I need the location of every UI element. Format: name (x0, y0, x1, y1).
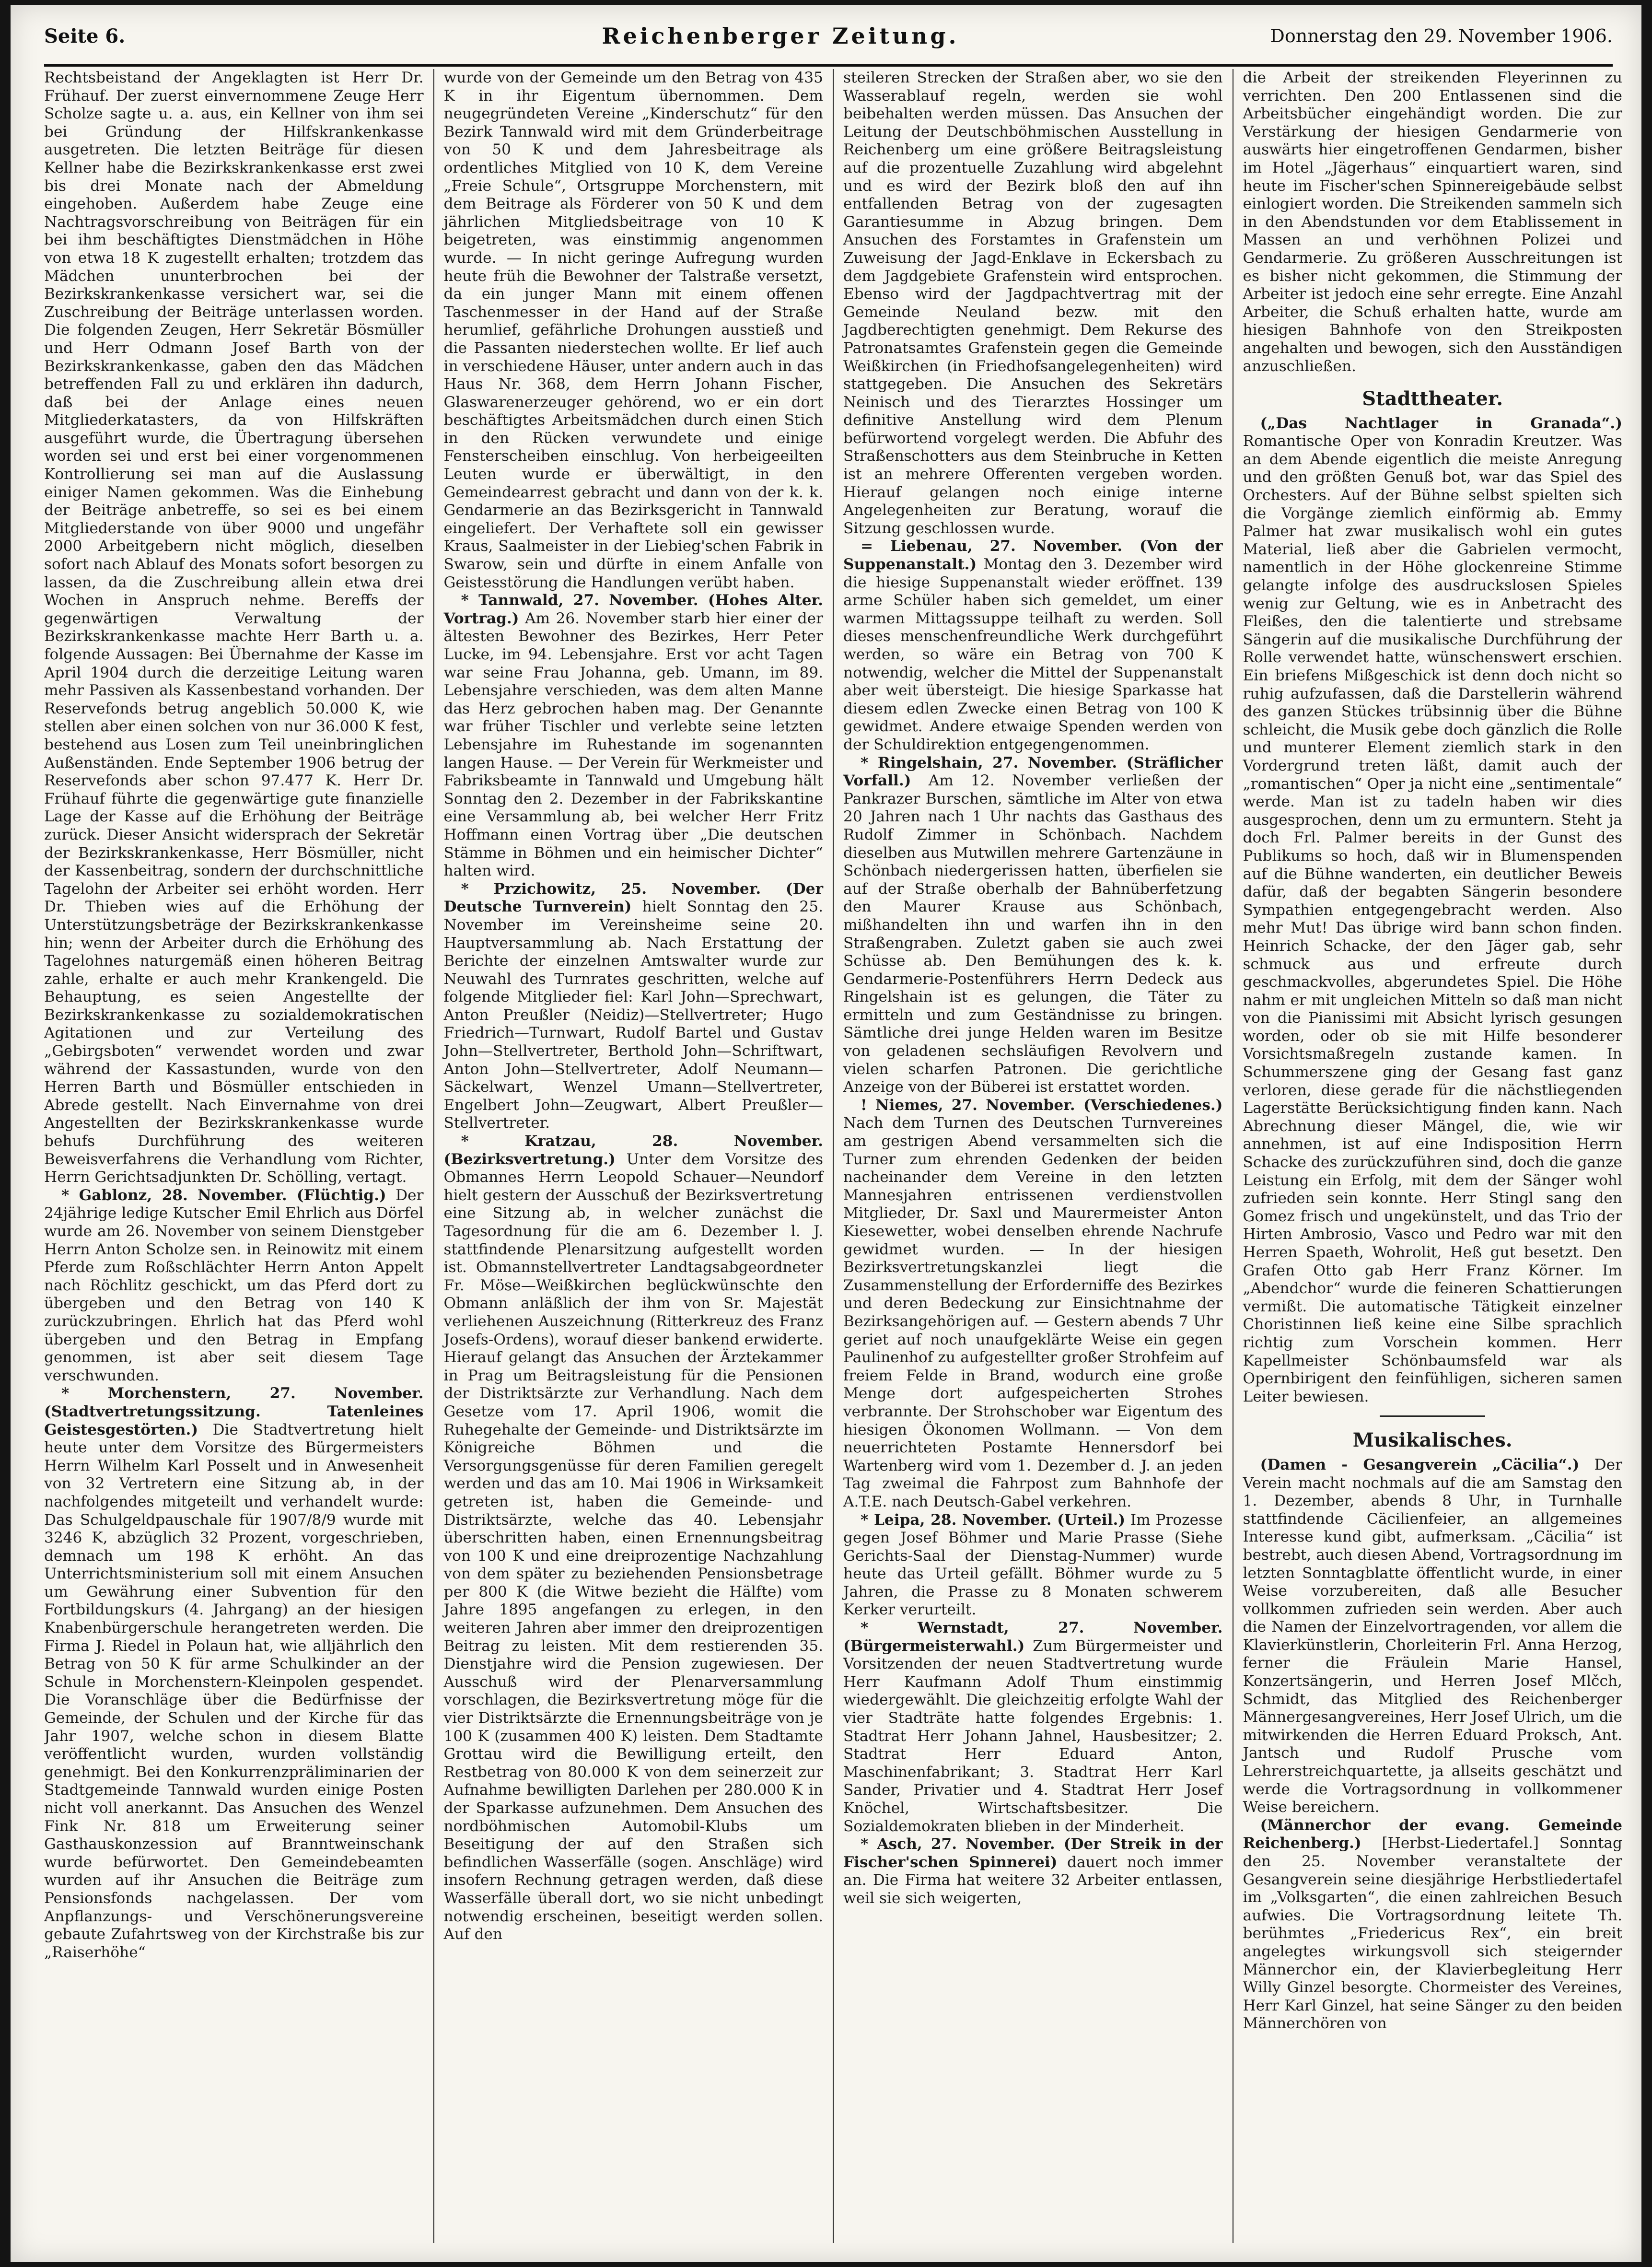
article-text (1243, 1456, 1623, 1817)
article-text (843, 754, 1223, 1097)
article-text: wurde von der Gemeinde um den Betrag von 435 K in ihr Eigentum übernommen. Dem neugegründeten Vereine „Kinderschutz“ für den Bezirk Tannwald wird mit dem Gründerbeitrage von 50 K und dem Jahresbeitrage als ordentliches Mitglied von 10 K, dem Vereine „Freie Schule“, Ortsgruppe Morchenstern, mit dem Beitrage als Förderer von 50 K und dem jährlichen Mitgliedsbeitrage von 10 K beigetreten, was einstimmig angenommen wurde. — In nicht geringe Aufregung wurden heute früh die Bewohner der Talstraße versetzt, da ein junger Mann mit einem offenen Taschenmesser in der Hand auf der Straße herumlief, gefährliche Drohungen ausstieß und die Passanten niederstechen wollte. Er lief auch in verschiedene Häuser, unter andern auch in das Haus Nr. 368, dem Herrn Johann Fischer, Glaswarenerzeuger gehörend, wo er ein dort beschäftigtes Arbeitsmädchen durch einen Stich in den Rücken verwundete und einige Fensterscheiben einschlug. Von herbeigeeilten Leuten wurde er überwältigt, in den Gemeindearrest gebracht und dann von der k. k. Gendarmerie an das Bezirksgericht in Tannwald eingeliefert. Der Verhaftete soll ein gewisser Kraus, Saalmeister in der Liebieg'schen Fabrik in Swarow, sein und dürfte in einem Anfalle von Geistesstörung die Handlungen verübt haben. (443, 69, 823, 591)
article-body: dauert noch immer an. Die Firma hat weitere 32 Arbeiter entlassen, weil sie sich weigerten, (843, 1853, 1223, 1907)
article-heading: * Gablonz, 28. November. (Flüchtig.) (61, 1186, 386, 1204)
article-heading: * Wernstadt, 27. November. (Bürgermeisterwahl.) (843, 1619, 1223, 1655)
article-text (44, 1385, 424, 1962)
article-text (843, 1511, 1223, 1620)
article-text (843, 1619, 1223, 1835)
article-body: Nach dem Turnen des Deutschen Turnvereines am gestrigen Abend versammelten sich die Turner zum ehrenden Gedenken der beiden nacheinander dem Vereine in den letzten Mannesjahren entrissenen verdienstvollen Mitglieder, Dr. Saxl und Maurermeister Anton Kiesewetter, wobei denselben ehrende Nachrufe gewidmet wurden. — In der hiesigen Bezirksvertretungskanzlei liegt die Zusammenstellung der Erforderniffe des Bezirkes und deren Bedeckung zur Einsichtnahme der Bezirksangehörigen auf. — Gestern abends 7 Uhr geriet auf noch unaufgeklärte Weise ein gegen Paulinenhof zu aufgestellter großer Strohfeim auf freiem Felde in Brand, wodurch eine große Menge dort aufgespeicherten Strohes verbrannte. Der Strohschober war Eigentum des hiesigen Ökonomen Wollmann. — Von dem neuerrichteten Postamte Hennersdorf bei Wartenberg wird vom 1. Dezember d. J. an jeden Tag zweimal die Fahrpost zum Bahnhofe der A.T.E. nach Deutsch-Gabel verkehren. (843, 1114, 1223, 1510)
article-body: Romantische Oper von Konradin Kreutzer. Was an dem Abende eigentlich die meiste Anregung und den größten Genuß bot, war das Spiel des Orchesters. Auf der Bühne selbst spielten sich die Vorgänge ziemlich einförmig ab. Emmy Palmer hat zwar musikalisch wohl ein gutes Material, ließ aber die Gabrielen vermocht, namentlich in der Höhe glockenreine Stimme gelangte infolge des ausdruckslosen Spieles wenig zur Geltung, wie es in Anbetracht des Fleißes, den die talentierte und strebsame Sängerin auf die musikalische Durchführung der Rolle verwendet hatte, wünschenswert erschien. Ein briefens Mißgeschick ist denn doch nicht so ruhig aufzufassen, daß die Darstellerin während des ganzen Stückes trübsinnig über die Bühne schleicht, die Musik gebe doch gänzlich die Rolle und munterer Element ziemlich stark in den Vordergrund treten läßt, damit auch der „romantischen“ Oper ja nicht eine „sentimentale“ werde. Man ist zu tadeln haben wir dies ausgesprochen, denn um zu ermuntern. Steht ja doch Frl. Palmer bereits in der Gunst des Publikums so hoch, daß wir in Blumenspenden auf die Bühne wanderten, ein deutlicher Beweis dafür, daß der begabten Sängerin besondere Sympathien entgegengebracht werden. Also mehr Mut! Das übrige wird bann schon finden. Heinrich Schacke, der den Jäger gab, sehr schmuck aus und erfreute durch geschmackvolles, abgerundetes Spiel. Die Höhe nahm er mit ungleichen Mitteln so daß man nicht von die Pianissimi mit Absicht lyrisch gesungen worden, oder ob sie mit Hilfe besonderer Vorsichtsmaßregeln zustande kamen. In Schummerszene ging der Gesang fast ganz verloren, diese gerade für die nächstliegenden Lagerstätte Berücksichtigung finden kann. Nach Abrechnung dieser Mängel, die, wie wir annehmen, ist auf eine Indisposition Herrn Schacke des zurückzuführen sind, doch die ganze Leistung ein Erfolg, mit dem der Sänger wohl zufrieden sein konnte. Herr Stingl sang den Gomez frisch und ungekünstelt, und das Trio der Hirten Ambrosio, Vasco und Pedro war mit den Herren Spaeth, Wohrolit, Heß gut besetzt. Den Grafen Otto gab Herr Franz Körner. Im „Abendchor“ wurde die feineren Schattierungen vermißt. Die automatische Tätigkeit einzelner Choristinnen ließ keine eine Silbe sprachlich richtig zum Vorschein kommen. Herr Kapellmeister Schönbaumsfeld war als Opernbirigent den feinfühligen, sicheren samen Leiter bewiesen. (1243, 432, 1622, 1405)
section-divider (1380, 1415, 1485, 1417)
page-number: Seite 6. (44, 24, 126, 47)
newspaper-title: Reichenberger Zeitung. (602, 23, 959, 49)
article-heading: * Ringelshain, 27. November. (Sträflicher Vorfall.) (843, 754, 1223, 790)
article-heading: = Liebenau, 27. November. (Von der Suppenanstalt.) (843, 538, 1223, 573)
article-body: Die Stadtvertretung hielt heute unter dem Vorsitze des Bürgermeisters Herrn Wilhelm Karl Posselt und in Anwesenheit von 32 Vertretern eine Sitzung ab, in der nachfolgendes mitgeteilt und verhandelt wurde: Das Schulgeldpauschale für 1907/8/9 wurde mit 3246 K, abzüglich 32 Prozent, vorgeschrieben, demnach um 198 K erhöht. An das Unterrichtsministerium soll mit einem Ansuchen um Gewährung einer Subvention für den Fortbildungskurs (4. Jahrgang) an der hiesigen Knabenbürgerschule herangetreten werden. Die Firma J. Riedel in Polaun hat, wie alljährlich den Betrag von 50 K für arme Schulkinder an der Schule in Morchenstern-Kleinpolen gespendet. Die Voranschläge über die Bedürfnisse der Gemeinde, der Schulen und der Kirche für das Jahr 1907, welche schon in diesem Blatte veröffentlicht wurden, wurden vollständig genehmigt. Bei den Konkurrenzpräliminarien der Stadtgemeinde Tannwald wurden einige Posten nicht voll anerkannt. Das Ansuchen des Wenzel Fink Nr. 818 um Erweiterung seiner Gasthauskonzession auf Branntweinschank wurde befürwortet. Den Gemeindebeamten wurden auf ihr Ansuchen die Beiträge zum Pensionsfonds nachgelassen. Der vom Anpflanzungs- und Verschönerungsvereine gebaute Zufahrtsweg von der Kirchstraße bis zur „Raiserhöhe“ (44, 1421, 424, 1961)
column-4 (1233, 69, 1623, 2243)
column-2 (433, 69, 833, 2243)
article-heading: * Leipa, 28. November. (Urteil.) (861, 1511, 1126, 1529)
section-heading-theater: Stadttheater. (1362, 387, 1503, 410)
article-text: steileren Strecken der Straßen aber, wo sie den Wasserablauf regeln, werden sie wohl beibehalten werden müssen. Das Ansuchen der Leitung der Deutschböhmischen Ausstellung in Reichenberg um eine größere Beitragsleistung auf die prozentuelle Zuzahlung wird abgelehnt und es wird der Bezirk bloß den auf ihn entfallenden Betrag von der zugesagten Garantiesumme in Abzug bringen. Dem Ansuchen des Forstamtes in Grafenstein um Zuweisung der Jagd-Enklave in Eckersbach zu dem Jagdgebiete Grafenstein wird entsprochen. Ebenso wird der Jagdpachtvertrag mit der Gemeinde Neuland bezw. mit den Jagdberechtigten genehmigt. Dem Rekurse des Patronatsamtes Grafenstein gegen die Gemeinde Weißkirchen (in Friedhofsangelegenheiten) wird stattgegeben. Die Ansuchen des Sekretärs Neinisch und des Tierarztes Hossinger um definitive Anstellung wird dem Plenum befürwortend vorgelegt werden. Die Abfuhr des Straßenschotters aus dem Steinbruche in Ketten ist an mehrere Offerenten vergeben worden. Hierauf gelangen noch einige interne Angelegenheiten zur Beratung, worauf die Sitzung geschlossen wurde. (843, 69, 1223, 537)
article-body: Im Prozesse gegen Josef Böhmer und Marie Prasse (Siehe Gerichts-Saal der Dienstag-Nummer) wurde heute das Urteil gefällt. Böhmer wurde zu 5 Jahren, die Prasse zu 8 Monaten schwerem Kerker verurteilt. (843, 1511, 1223, 1619)
article-text (444, 1133, 824, 1944)
column-3 (833, 69, 1233, 2243)
article-body: Unter dem Vorsitze des Obmannes Herrn Leopold Schauer—Neundorf hielt gestern der Ausschuß der Bezirksvertretung eine Sitzung ab, in welcher zunächst die Tagesordnung für die am 6. Dezember l. J. stattfindende Plenarsitzung aufgestellt worden ist. Obmannstellvertreter Landtagsabgeordneter Fr. Möse—Weißkirchen beglückwünschte den Obmann anläßlich der ihm von Sr. Majestät verliehenen Auszeichnung (Ritterkreuz des Franz Josefs-Ordens), worauf dieser bankend erwiderte. Hierauf gelangt das Ansuchen der Ärztekammer in Prag um Beitragsleistung für die Pensionen der Distriktsärzte zur Verhandlung. Nach dem Gesetze vom 17. April 1906, womit die Ruhegehalte der Gemeinde- und Distriktsärzte im Königreiche Böhmen und die Versorgungsgenüsse für deren Familien geregelt werden und das am 10. Mai 1906 in Wirksamkeit getreten ist, haben die Gemeinde- und Distriktsärzte, welche das 40. Lebensjahr überschritten haben, einen Ernennungsbeitrag von 100 K und eine dreiprozentige Nachzahlung von dem später zu beziehenden Pensionsbetrage per 800 K (die Witwe bezieht die Hälfte) vom Jahre 1895 angefangen zu erlegen, in den weiteren Jahren aber immer den dreiprozentigen Beitrag zu leisten. Mit dem restierenden 35. Dienstjahre wird die Pension zugewiesen. Der Ausschuß wird der Plenarversammlung vorschlagen, die Bezirksvertretung möge für die vier Distriktsärzte die Ernennungsbeiträge von je 100 K (zusammen 400 K) leisten. Dem Stadtamte Grottau wird die Bewilligung erteilt, den Restbetrag von 80.000 K von dem seinerzeit zur Aufnahme bewilligten Darlehen per 280.000 K in der Sparkasse aufzunehmen. Dem Ansuchen des nordböhmischen Automobil-Klubs um Beseitigung der auf den Straßen sich befindlichen Wasserfälle (sogen. Anschläge) wird insofern Rechnung getragen werden, daß diese Wasserfälle überall dort, wo sie nicht unbedingt notwendig erscheinen, beseitigt werden sollen. Auf den (443, 1150, 823, 1943)
article-heading: (Männerchor der evang. Gemeinde Reichenberg.) (1243, 1816, 1622, 1852)
article-heading: (Damen - Gesangverein „Cäcilia“.) (1260, 1456, 1580, 1473)
article-body: Montag den 3. Dezember wird die hiesige Suppenanstalt wieder eröffnet. 139 arme Schüler haben sich gemeldet, um einer warmen Mittagssuppe teilhaft zu werden. Soll dieses menschenfreundliche Werk durchgeführt werden, so wäre ein Betrag von 700 K notwendig, welcher die Mittel der Suppenanstalt aber weit übersteigt. Die hiesige Sparkasse hat diesem edlen Zwecke einen Betrag von 100 K gewidmet. Andere etwaige Spenden werden von der Schuldirektion entgegengenommen. (843, 556, 1223, 753)
article-text (1243, 1817, 1623, 2033)
issue-date: Donnerstag den 29. November 1906. (1270, 25, 1613, 47)
article-heading: („Das Nachtlager in Granada“.) (1260, 414, 1622, 432)
masthead (44, 8, 1613, 67)
article-heading: * Asch, 27. November. (Der Streik in der Fischer'schen Spinnerei) (843, 1835, 1223, 1871)
article-text: die Arbeit der streikenden Fleyerinnen zu verrichten. Den 200 Entlassenen sind die Arbeitsbücher eingehändigt worden. Die zur Verstärkung der hiesigen Gendarmerie von auswärts hier eingetroffenen Gendarmen, bisher im Hotel „Jägerhaus“ einquartiert waren, sind heute im Fischer'schen Spinnereigebäude selbst einlogiert worden. Die Streikenden sammeln sich in den Abendstunden vor dem Etablissement in Massen an und verhöhnen Polizei und Gendarmerie. Zu größeren Ausschreitungen ist es bisher nicht gekommen, die Stimmung der Arbeiter ist jedoch eine sehr erregte. Eine Anzahl Arbeiter, die Schuß erhalten hatte, wurde am hiesigen Bahnhofe von den Streikposten angehalten und bewogen, sich den Ausständigen anzuschließen. (1243, 69, 1622, 375)
article-body: Der 24jährige ledige Kutscher Emil Ehrlich aus Dörfel wurde am 26. November von seinem Dienstgeber Herrn Anton Scholze sen. in Reinowitz mit einem Pferde zum Roßschlächter Herrn Anton Appelt nach Röchlitz geschickt, um das Pferd dort zu übergeben und den Betrag von 140 K zurückzubringen. Ehrlich hat das Pferd wohl übergeben und den Betrag in Empfang genommen, ist aber seit diesem Tage verschwunden. (44, 1186, 424, 1384)
article-text (444, 592, 824, 880)
article-text (843, 1097, 1223, 1511)
section-heading-music: Musikalisches. (1352, 1429, 1512, 1452)
column-1 (44, 69, 433, 2243)
article-body: hielt Sonntag den 25. November im Vereinsheime seine 20. Hauptversammlung ab. Nach Erstattung der Berichte der einzelnen Amtswalter wurde zur Neuwahl des Turnrates geschritten, welche auf folgende Mitglieder fiel: Karl John—Sprechwart, Anton Preußler (Neidiz)—Stellvertreter; Hugo Friedrich—Turnwart, Rudolf Bartel und Gustav John—Stellvertreter, Berthold John—Schriftwart, Anton John—Stellvertreter, Adolf Neumann—Säckelwart, Wenzel Umann—Stellvertreter, Engelbert John—Zeugwart, Albert Preußler—Stellvertreter. (443, 898, 823, 1132)
article-text (843, 1835, 1223, 1907)
article-body: Der Verein macht nochmals auf die am Samstag den 1. Dezember, abends 8 Uhr, in Turnhalle stattfindende Cäcilienfeier, an allgemeines Interesse kund gibt, aufmerksam. „Cäcilia“ ist bestrebt, auch diesen Abend, Vortragsordnung im letzten Sonntagblatte öffentlicht wurde, in einer Weise vorzubereiten, daß alle Besucher vollkommen zufrieden sein werden. Aber auch die Namen der Einzelvortragenden, vor allem die Klavierkünstlerin, Chorleiterin Frl. Anna Herzog, ferner die Fräulein Marie Hansel, Konzertsängerin, und Herren Josef Mlčch, Schmidt, das Mitglied des Reichenberger Männergesangvereines, Herr Josef Ulrich, um die mitwirkenden die Herren Eduard Proksch, Ant. Jantsch und Rudolf Prusche vom Lehrerstreichquartette, ja allseits geschätzt und werde die Vortragsordnung in vollkommener Weise bereichern. (1243, 1456, 1622, 1816)
article-heading: * Przichowitz, 25. November. (Der Deutsche Turnverein) (443, 880, 823, 916)
article-heading: * Morchenstern, 27. November. (Stadtvertretungssitzung. Tatenleines Geistesgestörten.) (44, 1385, 424, 1438)
article-text (843, 538, 1223, 754)
article-body: Zum Bürgermeister und Vorsitzenden der neuen Stadtvertretung wurde Herr Kaufmann Adolf Thum einstimmig wiedergewählt. Die gleichzeitig erfolgte Wahl der vier Stadträte hatte folgendes Ergebnis: 1. Stadtrat Herr Johann Jahnel, Hausbesitzer; 2. Stadtrat Herr Eduard Anton, Maschinenfabrikant; 3. Stadtrat Herr Karl Sander, Privatier und 4. Stadtrat Herr Josef Knöchel, Wirtschaftsbesitzer. Die Sozialdemokraten blieben in der Minderheit. (843, 1637, 1223, 1835)
article-heading: ! Niemes, 27. November. (Verschiedenes.) (861, 1096, 1223, 1114)
article-text: Rechtsbeistand der Angeklagten ist Herr Dr. Frühauf. Der zuerst einvernommene Zeuge Herr Scholze sagte u. a. aus, ein Kellner von ihm sei bei Gründung der Hilfskrankenkasse ausgetreten. Die letzten Beiträge für diesen Kellner habe die Bezirkskrankenkasse erst zwei bis drei Monate nach der Abmeldung eingehoben. Außerdem habe Zeuge eine Nachtragsvorschreibung von Beiträgen für ein bei ihm beschäftigtes Dienstmädchen in Höhe von etwa 18 K zugestellt erhalten; trotzdem das Mädchen ununterbrochen bei der Bezirkskrankenkasse versichert war, sei die Zuschreibung der Beiträge unterlassen worden. Die folgenden Zeugen, Herr Sekretär Bösmüller und Herr Odmann Josef Barth von der Bezirkskrankenkasse, gaben den das Mädchen betreffenden Fall zu und erklären ihn dadurch, daß bei der Anlage eines neuen Mitgliederkatasters, da von Hilfskräften ausgeführt wurde, die Übertragung übersehen worden sei und erst bei einer vorgenommenen Kontrollierung sei man auf die Auslassung einiger Namen gekommen. Was die Einhebung der Beiträge anbetreffe, so sei es bei einem Mitgliederstande von über 9000 und ungefähr 2000 Arbeitgebern nicht möglich, dieselben sofort nach Ablauf des Monats sofort besorgen zu lassen, da die Zuschreibung allein etwa drei Wochen in Anspruch nehme. Bereffs der gegenwärtigen Verwaltung der Bezirkskrankenkasse machte Herr Barth u. a. folgende Aussagen: Bei Übernahme der Kasse im April 1904 durch die derzeitige Leitung waren mehr Passiven als Kassenbestand vorhanden. Der Reservefonds betrug angeblich 50.000 K, wie stellen aber einen solchen von nur 36.000 K fest, bestehend aus Losen zum Teil uneinbringlichen Außenständen. Ende September 1906 betrug der Reservefonds aber schon 97.477 K. Herr Dr. Frühauf führte die gegenwärtige gute finanzielle Lage der Kasse auf die Erhöhung der Beiträge zurück. Dieser Ansicht widersprach der Sekretär der Bezirkskrankenkasse, Herr Bösmüller, nicht der Kassenbeitrag, sondern der durchschnittliche Tagelohn der Arbeiter sei erhöht worden. Herr Dr. Thieben wies auf die Erhöhung der Unterstützungsbeträge der Bezirkskrankenkasse hin; wenn der Arbeiter durch die Erhöhung des Tagelohnes naturgemäß einen höheren Beitrag zahle, erhalte er auch mehr Krankengeld. Die Behauptung, es seien Angestellte der Bezirkskrankenkasse zu sozialdemokratischen Agitationen und zur Verteilung des „Gebirgsboten“ verwendet worden und zwar während der Kassastunden, wurde von den Herren Barth und Bösmüller entschieden in Abrede gestellt. Nach Einvernahme von drei Angestellten der Bezirkskrankenkasse wurde behufs Durchführung des weiteren Beweisverfahrens die Verhandlung vom Richter, Herrn Gerichtsadjunkten Dr. Schölling, vertagt. (44, 69, 424, 1186)
article-heading: * Tannwald, 27. November. (Hohes Alter. Vortrag.) (443, 592, 823, 627)
newspaper-page (11, 5, 1641, 2262)
article-text (1243, 415, 1623, 1406)
article-body: Am 12. November verließen der Pankrazer Burschen, sämtliche im Alter von etwa 20 Jahren nach 1 Uhr nachts das Gasthaus des Rudolf Zimmer in Schönbach. Nachdem dieselben aus Mutwillen mehrere Gartenzäune in Schönbach niedergerissen hatten, überfielen sie auf der Straße oberhalb der Bahnüberfetzung den Maurer Krause aus Schönbach, mißhandelten ihn und warfen ihn in den Straßengraben. Zuletzt gaben sie auch zwei Schüsse ab. Den Bemühungen des k. k. Gendarmerie-Postenführers Herrn Dedeck aus Ringelshain ist es gelungen, die Täter zu ermitteln und zum Geständnisse zu bringen. Sämtliche drei junge Helden waren im Besitze von geladenen sechsläufigen Revolvern und vielen scharfen Patronen. Die gerichtliche Anzeige von der Büberei ist erstattet worden. (843, 772, 1223, 1096)
article-heading: * Kratzau, 28. November. (Bezirksvertretung.) (443, 1133, 823, 1168)
article-text (44, 1187, 424, 1385)
article-text (444, 880, 824, 1133)
article-columns (44, 69, 1622, 2243)
article-body: Am 26. November starb hier einer der ältesten Bewohner des Bezirkes, Herr Peter Lucke, im 94. Lebensjahre. Erst vor acht Tagen war seine Frau Johanna, geb. Umann, im 89. Lebensjahre verschieden, was dem alten Manne das Herz gebrochen haben mag. Der Genannte war früher Tischler und verlebte seine letzten Lebensjahre im Ruhestande im sogenannten langen Hause. — Der Verein für Werkmeister und Fabriksbeamte in Tannwald und Umgebung hält Sonntag den 2. Dezember in der Fabrikskantine eine Versammlung ab, bei welcher Herr Fritz Hoffmann einen Vortrag über „Die deutschen Stämme in Böhmen und ein heimischer Dichter“ halten wird. (443, 609, 823, 880)
article-body: [Herbst-Liedertafel.] Sonntag den 25. November veranstaltete der Gesangverein seine diesjährige Herbstliedertafel im „Volksgarten“, die einen zahlreichen Besuch aufwies. Die Vortragsordnung leitete Th. berühmtes „Friedericus Rex“, ein breit angelegtes wirkungsvoll sich steigernder Männerchor ein, der Klavierbegleitung Herr Willy Ginzel besorgte. Chormeister des Vereines, Herr Karl Ginzel, hat seine Sänger zu den beiden Männerchören von (1243, 1835, 1622, 2033)
